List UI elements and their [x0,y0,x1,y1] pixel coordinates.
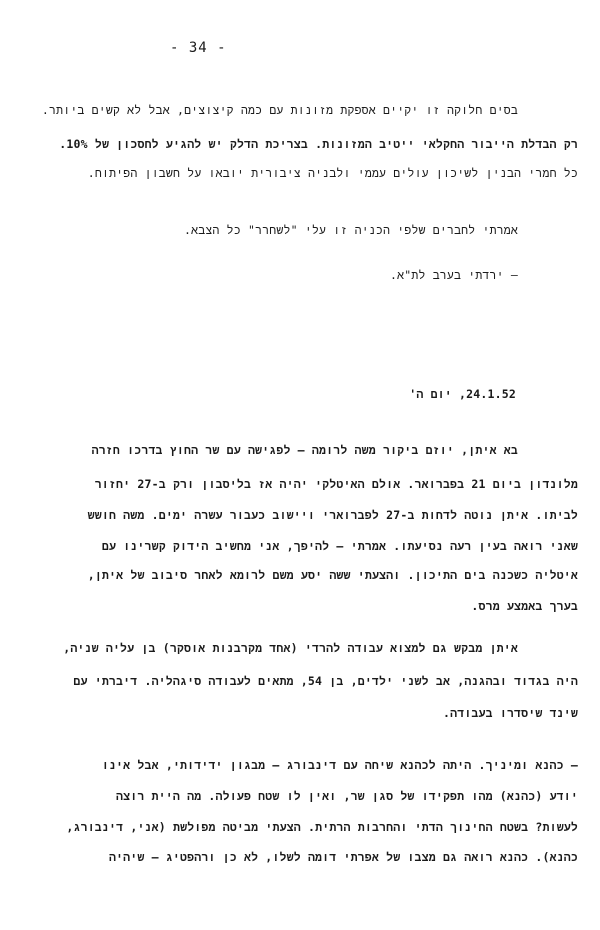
text-line: – כהנא ומיניך. היתה לכהנא שיחה עם דינבורג – מבגון ידידותי, אבל אינו [101,758,578,772]
text-line: בסים חלוקה זו יקיים אספקת מזונות עם כמה קיצוצים, אבל לא קשים ביותר. [41,103,518,117]
text-line: בערך באמצע מרס. [471,599,578,613]
text-line: – ירדתי בערב לת"א. [390,268,518,282]
text-line: שינד שיסדרו בעבודה. [443,706,578,720]
text-line: אמרתי לחברים שלפי הכניה זו עלי "לשחרר" כל הצבא. [184,223,518,237]
text-line: היה בגדוד ובהגנה, אב לשני ילדים, בן 54, מתאים לעבודה סיגהליה. דיברתי עם [73,674,578,688]
text-line: לביתו. איתן נוטה לדחות ב-27 לפברוארי ויישוב כעבור עשרה ימים. משה חושש [87,508,578,522]
text-line: איטליה כשכנה בים התיכון. והצעתי ששה יסע משם לרומא לאחר סיבוב של איתן, [87,568,578,582]
text-line: כהנא). כהנא רואה גם מצבו של אפרתי דומה לשלו, לא כן ורהפטיג – שיהיה [108,850,578,864]
text-line: רק הבדלת הייבור החקלאי ייטיב המזונות. בצריכת הדלק יש להגיע לחסכון של 10%. [59,137,578,151]
text-line: שאני רואה בעין רעה נסיעתו. אמרתי — להיפך, אני מחשיב הידוק קשרינו עם [101,539,578,553]
text-line: כל חמרי הבנין לשיכון עולים עממי ולבניה ציבורית יובאו על חשבון הפיתוח. [87,166,578,180]
text-line: איתן מבקש גם למצוא עבודה להרדי (אחד מקרבנות אוסקר) בן עליה שניה, [63,641,518,655]
text-line: יודע (כהנא) מהו תפקידו של סגן שר, ואין לו שטח פעולה. מה היית רוצה [116,789,578,803]
date-heading: 24.1.52, יום ה' [409,387,516,401]
text-line: בא איתן, יוזם ביקור משה לרומה – לפגישה עם שר החוץ בדרכו חזרה [91,443,518,457]
page-number: - 34 - [170,40,227,56]
text-line: מלונדון ביום 21 בפברואר. אולם האיטלקי יהיה אז בליסבון ורק ב-27 יחזור [94,477,578,491]
text-line: לעשות? בשטח החינוך הדתי והחרבות הרתית. הצעתי מביטה מפולשת (אני, דינבורג, [66,820,578,834]
